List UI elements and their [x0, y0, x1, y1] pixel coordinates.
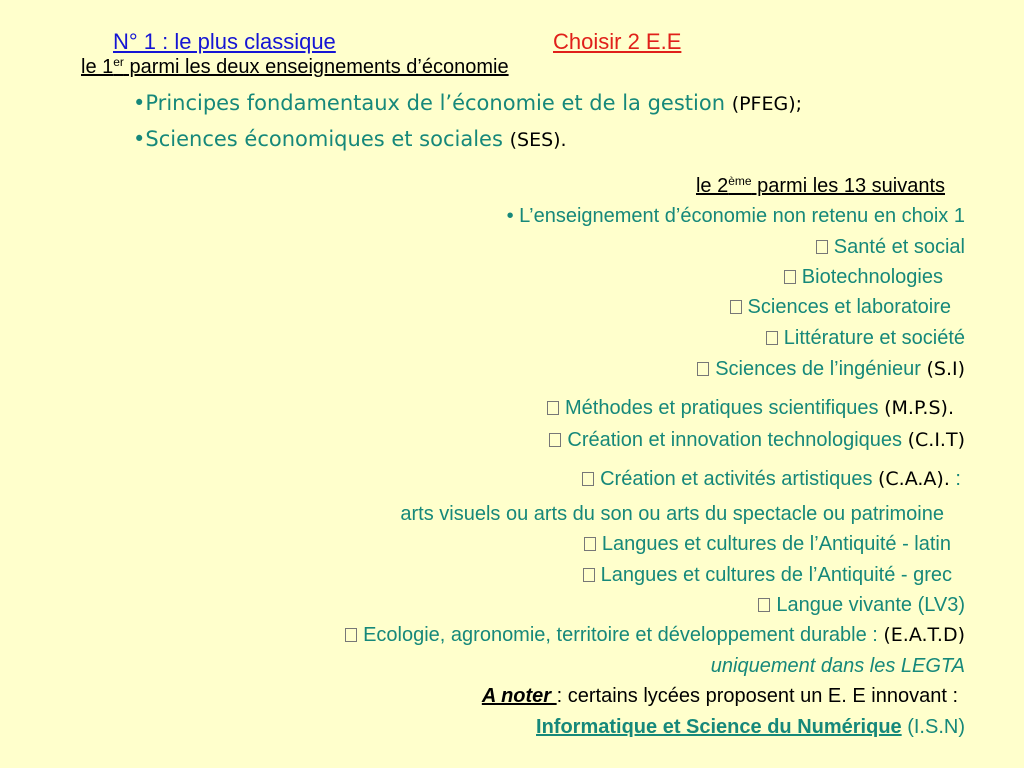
second-choice-heading: le 2ème parmi les 13 suivants: [695, 174, 945, 197]
first-choice-heading: le 1er parmi les deux enseignements d’économie: [81, 55, 509, 78]
choice-pfeg: •Principes fondamentaux de l’économie et de la gestion (PFEG);: [133, 91, 803, 115]
option-sciences-laboratoire: Sciences et laboratoire: [730, 295, 951, 319]
option-lv3: Langue vivante (LV3): [758, 593, 965, 617]
option-litterature-societe: Littérature et société: [766, 326, 965, 350]
option-economie-non-retenue: • L’enseignement d’économie non retenu en choix 1: [506, 205, 965, 227]
checkbox-icon: [584, 537, 596, 551]
option-latin: Langues et cultures de l’Antiquité - latin: [584, 532, 951, 556]
checkbox-icon: [784, 270, 796, 284]
checkbox-icon: [766, 331, 778, 345]
option-eatd-note: uniquement dans les LEGTA: [710, 655, 965, 677]
note-line: A noter : certains lycées proposent un E. E innovant :: [481, 685, 958, 707]
option-cit: Création et innovation technologiques (C.I.T): [549, 428, 965, 452]
option-grec: Langues et cultures de l’Antiquité - grec: [583, 563, 952, 587]
option-eatd: Ecologie, agronomie, territoire et développement durable : (E.A.T.D): [345, 623, 965, 647]
checkbox-icon: [582, 472, 594, 486]
option-sciences-ingenieur: Sciences de l’ingénieur (S.I): [697, 357, 965, 381]
option-sante-social: Santé et social: [816, 235, 965, 259]
checkbox-icon: [345, 628, 357, 642]
title-right: Choisir 2 E.E: [553, 29, 682, 54]
checkbox-icon: [547, 401, 559, 415]
option-biotechnologies: Biotechnologies: [784, 265, 943, 289]
option-caa-detail: arts visuels ou arts du son ou arts du spectacle ou patrimoine: [400, 503, 944, 525]
checkbox-icon: [730, 300, 742, 314]
checkbox-icon: [816, 240, 828, 254]
note-isn: Informatique et Science du Numérique (I.S.N): [536, 716, 965, 738]
choice-ses: •Sciences économiques et sociales (SES).: [133, 127, 567, 151]
checkbox-icon: [758, 598, 770, 612]
option-caa: Création et activités artistiques (C.A.A). :: [582, 467, 961, 491]
title-left: N° 1 : le plus classique: [113, 29, 336, 54]
checkbox-icon: [549, 433, 561, 447]
checkbox-icon: [697, 362, 709, 376]
option-mps: Méthodes et pratiques scientifiques (M.P.S).: [547, 396, 954, 420]
checkbox-icon: [583, 568, 595, 582]
